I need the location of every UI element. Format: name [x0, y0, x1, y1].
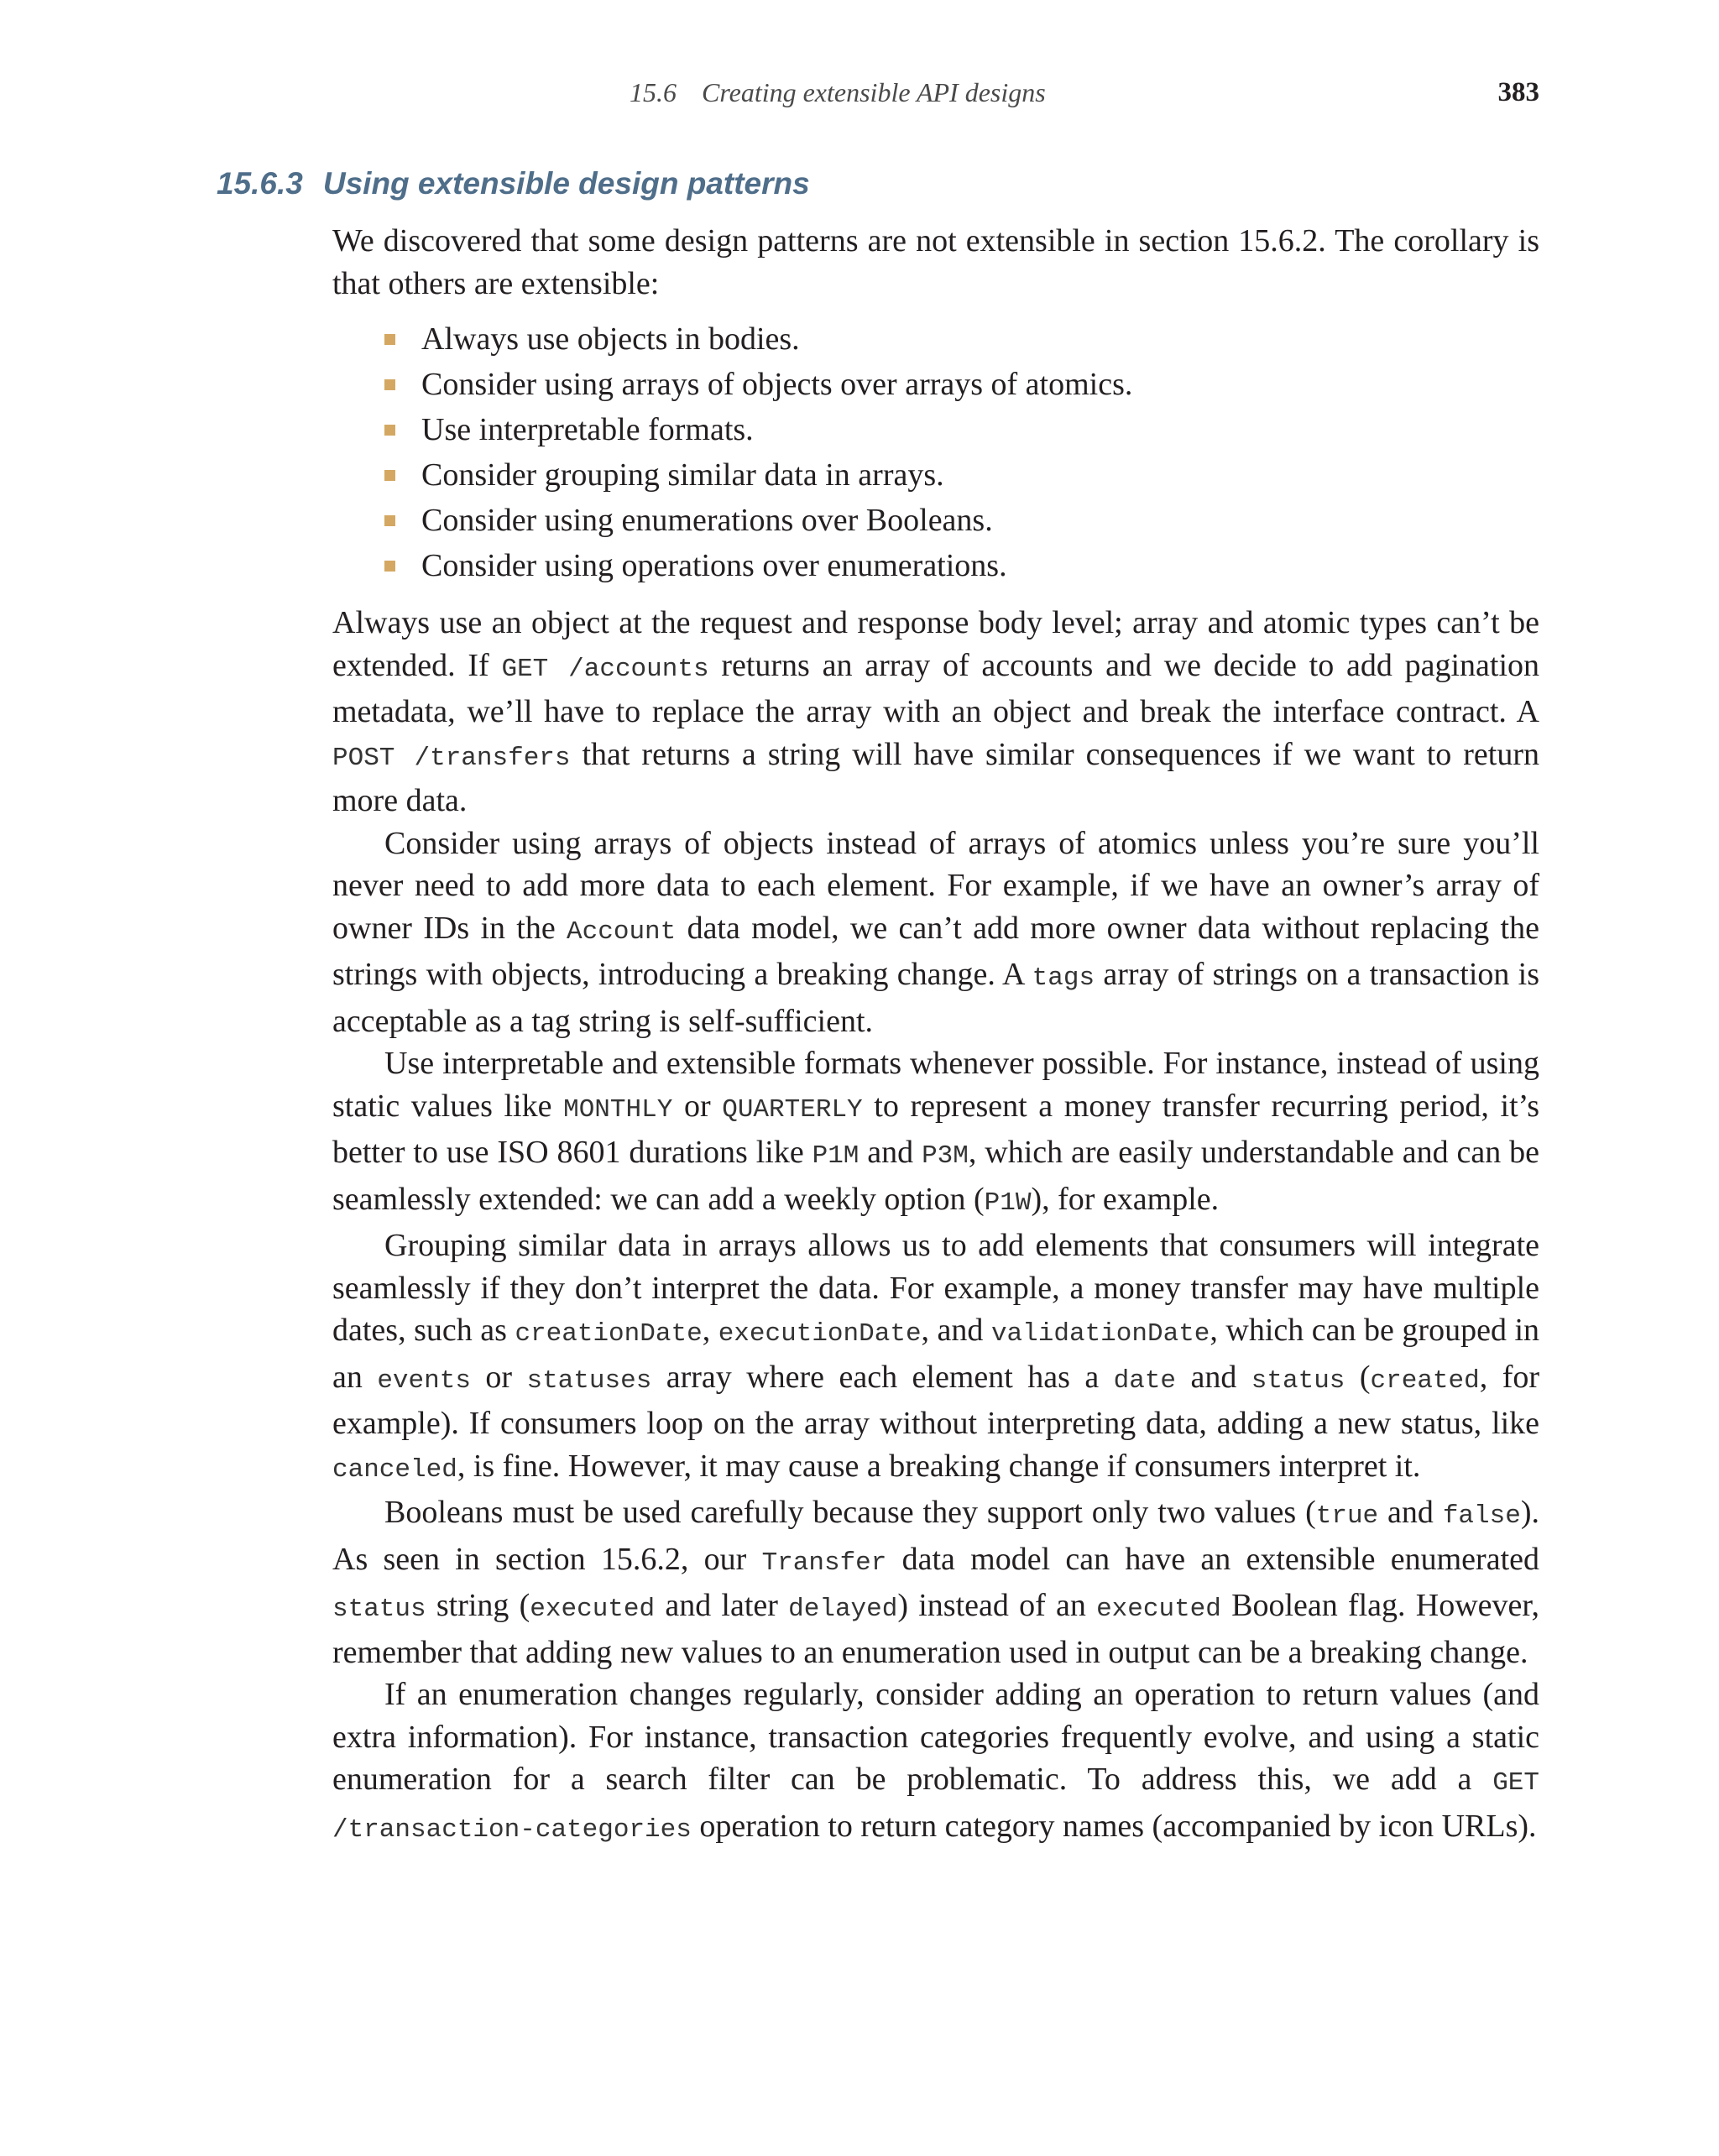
inline-code: POST /transfers: [332, 743, 571, 773]
inline-code: P3M: [922, 1141, 969, 1171]
text-run: string (: [426, 1588, 530, 1623]
inline-code: created: [1370, 1365, 1480, 1396]
inline-code: P1M: [812, 1141, 860, 1171]
inline-code: delayed: [788, 1595, 898, 1624]
running-section-title: Creating extensible API designs: [702, 77, 1046, 107]
inline-code: MONTHLY: [563, 1094, 673, 1125]
inline-code: GET /transaction-categories: [332, 1768, 1539, 1845]
square-bullet-icon: [384, 561, 395, 572]
bullet-text: Consider using arrays of objects over arrays of atomics.: [421, 367, 1133, 402]
text-run: Grouping similar data in arrays allows us to add elements that consumers will integrate seamlessly if they don’t interpret the data. For example, a money transfer may have multiple dates, such as: [332, 1228, 1539, 1348]
text-run: If an enumeration changes regularly, consider adding an operation to return values (and extra information). For instance, transaction categories frequently evolve, and using a static enumeration for a search filter can be problematic. To address this, we add a: [332, 1677, 1539, 1797]
text-run: (: [1345, 1359, 1371, 1395]
inline-code: tags: [1032, 963, 1095, 993]
text-run: , which are easily understandable and can be seamlessly extended: we can add a weekly option (: [332, 1135, 1539, 1217]
text-run: array of strings on a transaction is acceptable as a tag string is self-sufficient.: [332, 957, 1539, 1039]
running-title: [630, 77, 1046, 108]
inline-code: executed: [1096, 1595, 1221, 1624]
inline-code: true: [1315, 1501, 1379, 1531]
inline-code: false: [1442, 1501, 1521, 1531]
inline-code: date: [1113, 1365, 1177, 1396]
square-bullet-icon: [384, 379, 395, 390]
paragraph-interpretable-formats: [332, 1042, 1539, 1224]
square-bullet-icon: [384, 334, 395, 345]
inline-code: events: [377, 1365, 471, 1396]
inline-code: P1W: [984, 1188, 1032, 1218]
inline-code: QUARTERLY: [722, 1094, 863, 1125]
inline-code: status: [332, 1595, 426, 1624]
heading-number: 15.6.3: [217, 166, 303, 201]
bullet-text: Always use objects in bodies.: [421, 321, 800, 357]
inline-code: executed: [530, 1595, 656, 1624]
heading-title: Using extensible design patterns: [322, 166, 810, 201]
inline-code: canceled: [332, 1454, 457, 1485]
page-number: 383: [1497, 77, 1539, 107]
text-run: Use interpretable and extensible formats whenever possible. For instance, instead of using static values like: [332, 1046, 1539, 1124]
text-run: ) instead of an: [897, 1588, 1097, 1623]
text-run: operation to return category names (accompanied by icon URLs).: [691, 1808, 1537, 1844]
text-run: and later: [655, 1588, 789, 1623]
text-run: Consider using arrays of objects instead of arrays of atomics unless you’re sure you’ll never need to add more data to each element. For example, if we have an owner’s array of owner IDs in the: [332, 825, 1539, 946]
text-run: ), for example.: [1031, 1181, 1220, 1217]
text-run: and: [1378, 1495, 1443, 1530]
inline-code: statuses: [526, 1365, 652, 1396]
text-run: and: [859, 1135, 922, 1170]
bullet-text: Use interpretable formats.: [421, 412, 754, 447]
square-bullet-icon: [384, 425, 395, 436]
bullet-text: Consider using operations over enumerations.: [421, 548, 1007, 583]
text-run: or: [672, 1088, 723, 1124]
text-run: array where each element has a: [651, 1359, 1114, 1395]
paragraph-operations: [332, 1673, 1539, 1851]
square-bullet-icon: [384, 470, 395, 481]
intro-paragraph: We discovered that some design patterns are not extensible in section 15.6.2. The corollary is that others are extensible:: [332, 223, 1539, 301]
text-run: , which can be grouped in an: [332, 1313, 1540, 1395]
inline-code: GET /accounts: [501, 654, 709, 684]
text-run: returns an array of accounts and we decide to add pagination metadata, we’ll have to replace the array with an object and break the interface contract. A: [332, 647, 1539, 729]
text-run: , and: [921, 1313, 991, 1348]
text-run: , is fine. However, it may cause a breaking change if consumers interpret it.: [457, 1448, 1421, 1484]
text-run: Boolean flag. However, remember that adding new values to an enumeration used in output can be a breaking change.: [332, 1588, 1540, 1670]
running-section-number: 15.6: [630, 77, 677, 107]
text-run: , for example). If consumers loop on the array without interpreting data, adding a new status, like: [332, 1359, 1539, 1441]
section-heading: [217, 166, 810, 201]
inline-code: creationDate: [515, 1319, 703, 1349]
bullet-text: Consider grouping similar data in arrays.: [421, 457, 944, 493]
bullet-item: [421, 316, 1539, 362]
paragraph-objects-in-bodies: [332, 602, 1539, 822]
inline-code: status: [1251, 1365, 1345, 1396]
inline-code: Account: [567, 916, 677, 947]
text-run: data model, we can’t add more owner data without replacing the strings with objects, introducing a breaking change. A: [332, 910, 1539, 992]
text-run: ). As seen in section 15.6.2, our: [332, 1495, 1539, 1577]
text-run: data model can have an extensible enumerated: [886, 1541, 1539, 1577]
square-bullet-icon: [384, 515, 395, 526]
bullet-text: Consider using enumerations over Booleans.: [421, 503, 993, 538]
running-header: [0, 77, 1719, 117]
inline-code: validationDate: [990, 1319, 1210, 1349]
inline-code: executionDate: [718, 1319, 922, 1349]
text-run: Booleans must be used carefully because they support only two values (: [384, 1495, 1316, 1530]
text-run: or: [470, 1359, 527, 1395]
text-run: and: [1176, 1359, 1251, 1395]
bullet-item: [421, 452, 1539, 498]
text-run: to represent a money transfer recurring period, it’s better to use ISO 8601 durations like: [332, 1088, 1539, 1170]
text-run: Always use an object at the request and response body level; array and atomic types can’t be extended. If: [332, 605, 1539, 683]
bullet-item: [421, 498, 1539, 543]
bullet-item: [421, 407, 1539, 452]
paragraph-grouping-arrays: [332, 1224, 1539, 1491]
inline-code: Transfer: [761, 1548, 887, 1578]
paragraph-booleans: [332, 1491, 1539, 1673]
text-run: that returns a string will have similar consequences if we want to return more data.: [332, 736, 1539, 818]
bullet-item: [421, 543, 1539, 588]
body-text: [332, 220, 1539, 1851]
bullet-list: [332, 316, 1539, 588]
paragraph-arrays-of-objects: [332, 822, 1539, 1043]
text-run: ,: [702, 1313, 718, 1348]
bullet-item: [421, 362, 1539, 407]
